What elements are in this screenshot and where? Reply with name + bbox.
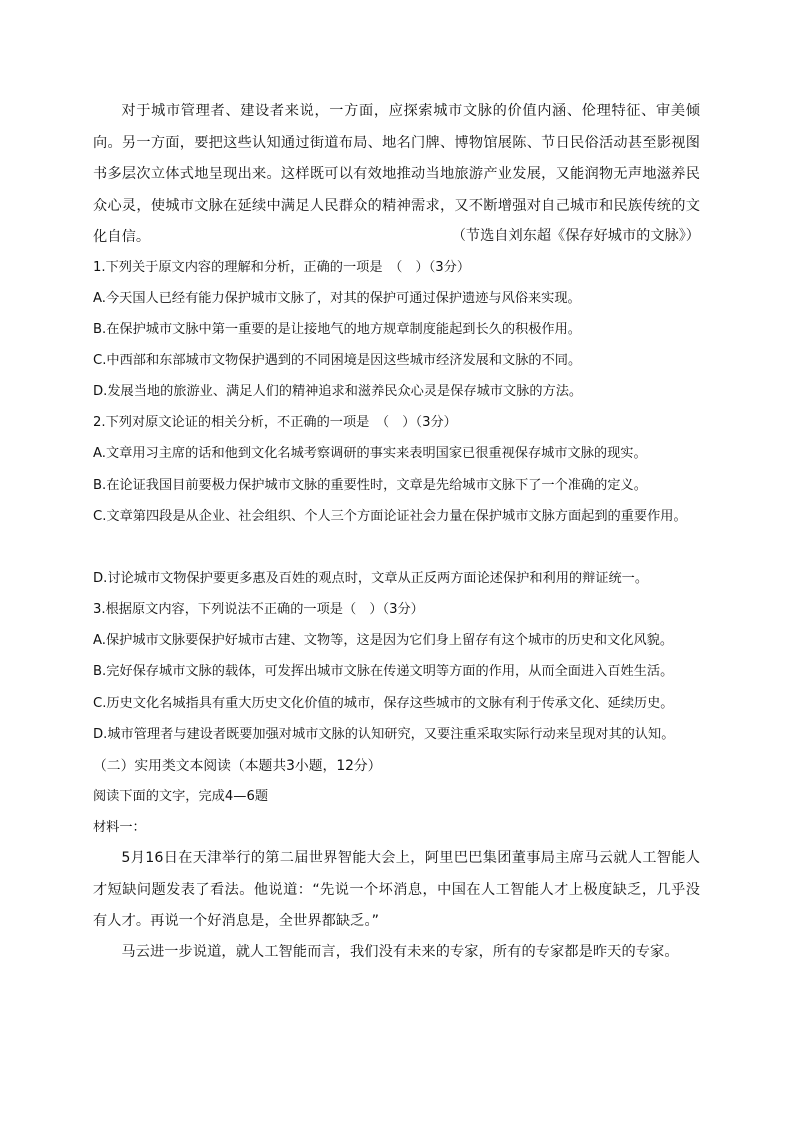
- question-2-option-d: D.讨论城市文物保护要更多惠及百姓的观点时，文章从正反两方面论述保护和利用的辩证统一。: [93, 571, 649, 586]
- question-3-stem: 3.根据原文内容，下列说法不正确的一项是（ ）（3分）: [93, 602, 424, 617]
- question-2-stem: 2.下列对原文论证的相关分析，不正确的一项是 （ ）（3分）: [93, 415, 457, 430]
- question-1-option-a: A.今天国人已经有能力保护城市文脉了，对其的保护可通过保护遗迹与风俗来实现。: [93, 291, 581, 306]
- question-1-stem: 1.下列关于原文内容的理解和分析，正确的一项是 （ ）（3分）: [93, 260, 471, 275]
- material-1-label: 材料一：: [93, 820, 146, 835]
- question-2-option-a: A.文章用习主席的话和他到文化名城考察调研的事实来表明国家已很重视保存城市文脉的现实。: [93, 446, 647, 461]
- question-1-option-b: B.在保护城市文脉中第一重要的是让接地气的地方规章制度能起到长久的积极作用。: [93, 322, 581, 337]
- passage-source: （节选自刘东超《保存好城市的文脉》）: [451, 228, 700, 244]
- passage-paragraph-1: 对于城市管理者、建设者来说，一方面，应探索城市文脉的价值内涵、伦理特征、审美倾向。另一方面，要把这些认知通过街道布局、地名门牌、博物馆展陈、节日民俗活动甚至影视图书多层次立体式地呈现出来。这样既可以有效地推动当地旅游产业发展，又能润物无声地滋养民众心灵，使城市文脉在延续中满足人民群众的精神需求，又不断增强对自己城市和民族传统的文化自信。: [93, 103, 700, 245]
- question-3-option-a: A.保护城市文脉要保护好城市古建、文物等，这是因为它们身上留存有这个城市的历史和文化风貌。: [93, 633, 674, 648]
- section-2-instruction: 阅读下面的文字，完成4—6题: [93, 789, 269, 804]
- question-2-option-c: C.文章第四段是从企业、社会组织、个人三个方面论证社会力量在保护城市文脉方面起到的重要作用。: [93, 509, 687, 524]
- section-2-heading: （二）实用类文本阅读（本题共3小题，12分）: [93, 758, 382, 774]
- material-1-paragraph-2: 马云进一步说道，就人工智能而言，我们没有未来的专家，所有的专家都是昨天的专家。: [121, 944, 679, 960]
- question-3-option-c: C.历史文化名城指具有重大历史文化价值的城市，保存这些城市的文脉有利于传承文化、延续历史。: [93, 696, 674, 711]
- question-2-option-b: B.在论证我国目前要极力保护城市文脉的重要性时，文章是先给城市文脉下了一个准确的定义。: [93, 478, 647, 493]
- material-1-paragraph-1: 5月16日在天津举行的第二届世界智能大会上，阿里巴巴集团董事局主席马云就人工智能人才短缺问题发表了看法。他说道：“先说一个坏消息，中国在人工智能人才上极度缺乏，几乎没有人才。再说一个好消息是，全世界都缺乏。”: [93, 850, 700, 929]
- question-3-option-d: D.城市管理者与建设者既要加强对城市文脉的认知研究，又要注重采取实际行动来呈现对其的认知。: [93, 727, 675, 742]
- question-3-option-b: B.完好保存城市文脉的载体，可发挥出城市文脉在传递文明等方面的作用，从而全面进入百姓生活。: [93, 664, 674, 679]
- question-1-option-d: D.发展当地的旅游业、满足人们的精神追求和滋养民众心灵是保存城市文脉的方法。: [93, 384, 583, 399]
- question-1-option-c: C.中西部和东部城市文物保护遇到的不同困境是因这些城市经济发展和文脉的不同。: [93, 353, 582, 368]
